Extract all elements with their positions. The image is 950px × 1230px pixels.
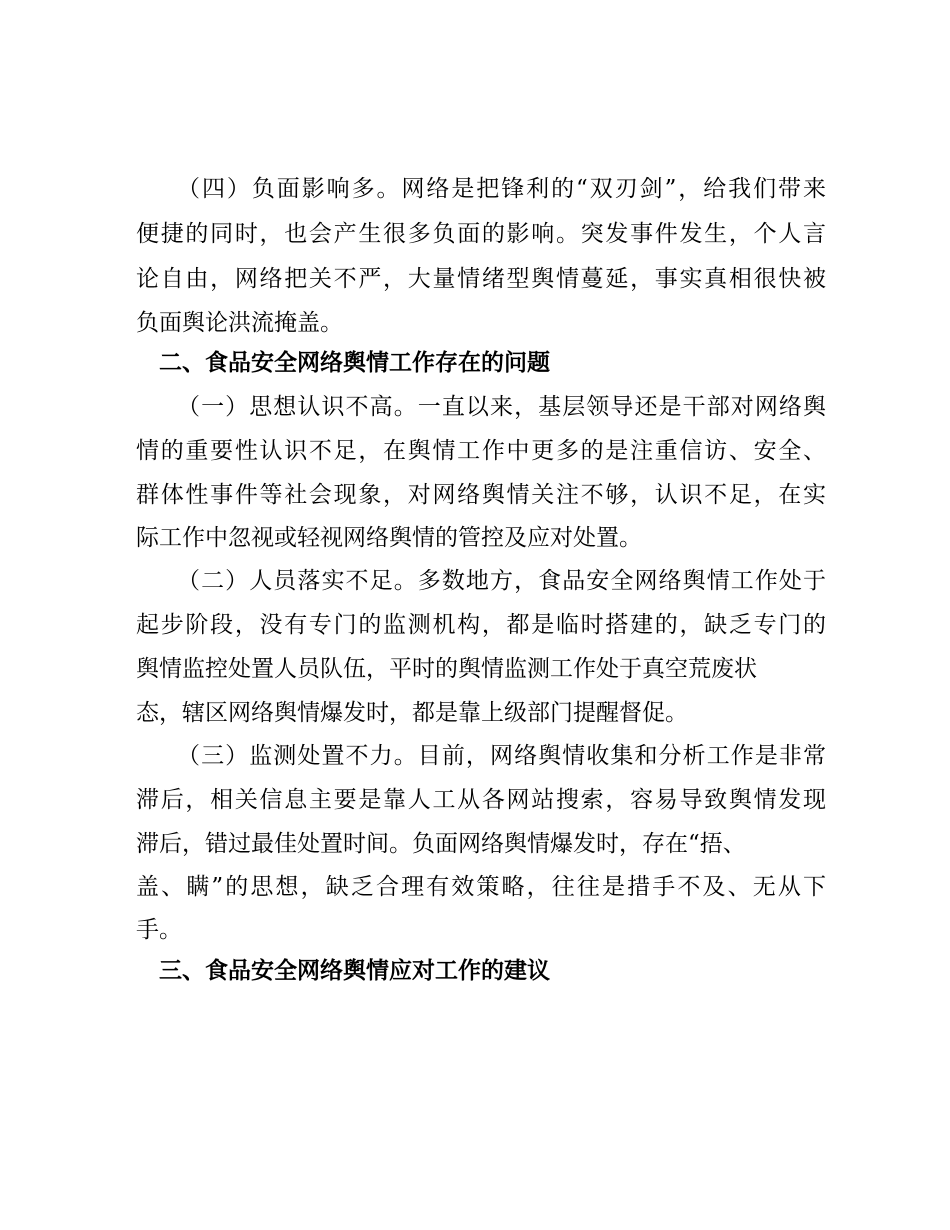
paragraph-1-line-4: 际工作中忽视或轻视网络舆情的管控及应对处置。 xyxy=(136,525,642,551)
paragraph-3-line-3: 滞后，错过最佳处置时间。负面网络舆情爆发时，存在“捂、 xyxy=(136,831,746,857)
paragraph-4-line-3: 论自由，网络把关不严，大量情绪型舆情蔓延，事实真相很快被 xyxy=(136,266,826,292)
paragraph-4-line-1: （四）负面影响多。网络是把锋利的“双刃剑”，给我们带来 xyxy=(177,176,826,202)
section-heading-3: 三、食品安全网络舆情应对工作的建议 xyxy=(159,958,550,984)
paragraph-2-line-2: 起步阶段，没有专门的监测机构，都是临时搭建的，缺乏专门的 xyxy=(136,612,826,638)
paragraph-4-line-4: 负面舆论洪流掩盖。 xyxy=(136,310,343,336)
paragraph-3-line-5: 手。 xyxy=(136,917,182,943)
paragraph-2-line-1: （二）人员落实不足。多数地方，食品安全网络舆情工作处于 xyxy=(177,568,826,594)
paragraph-3-line-1: （三）监测处置不力。目前，网络舆情收集和分析工作是非常 xyxy=(177,743,826,769)
paragraph-1-line-1: （一）思想认识不高。一直以来，基层领导还是干部对网络舆 xyxy=(177,394,826,420)
paragraph-3-line-4: 盖、瞒”的思想，缺乏合理有效策略，往往是措手不及、无从下 xyxy=(136,874,826,900)
paragraph-4-line-2: 便捷的同时，也会产生很多负面的影响。突发事件发生，个人言 xyxy=(136,221,826,247)
paragraph-1-line-2: 情的重要性认识不足，在舆情工作中更多的是注重信访、安全、 xyxy=(136,438,826,464)
paragraph-2-line-3: 舆情监控处置人员队伍，平时的舆情监测工作处于真空荒废状 xyxy=(136,656,757,682)
paragraph-1-line-3: 群体性事件等社会现象，对网络舆情关注不够，认识不足，在实 xyxy=(136,482,826,508)
section-heading-2: 二、食品安全网络舆情工作存在的问题 xyxy=(159,350,550,376)
paragraph-2-line-4: 态，辖区网络舆情爆发时，都是靠上级部门提醒督促。 xyxy=(136,700,688,726)
paragraph-3-line-2: 滞后，相关信息主要是靠人工从各网站搜索，容易导致舆情发现 xyxy=(136,787,826,813)
